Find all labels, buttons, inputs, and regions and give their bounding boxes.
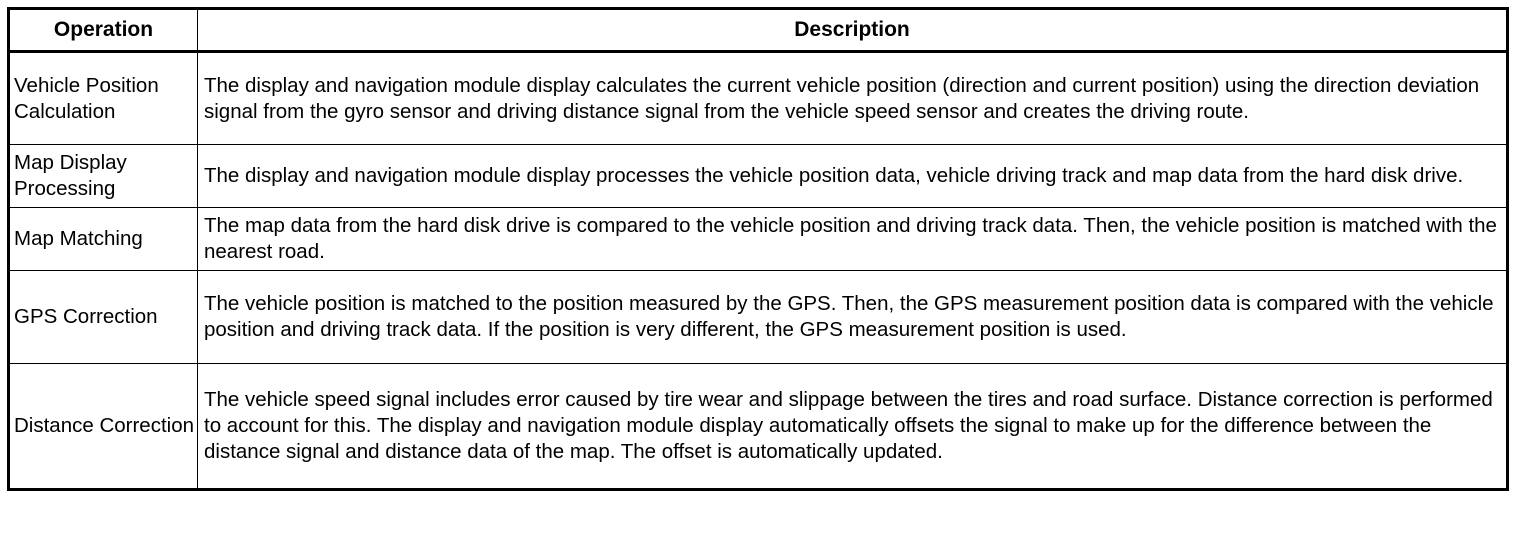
table-header-row (9, 9, 1508, 52)
operation-cell: Map Matching (9, 208, 198, 271)
table-row (9, 52, 1508, 145)
table-row (9, 145, 1508, 208)
operation-cell: Distance Correction (9, 364, 198, 490)
description-cell: The map data from the hard disk drive is compared to the vehicle position and driving track data. Then, the vehicle position is matched with the nearest road. (198, 208, 1508, 271)
description-cell: The vehicle speed signal includes error caused by tire wear and slippage between the tires and road surface. Distance correction is performed to account for this. The display and navigation module display automatically offsets the signal to make up for the difference between the distance signal and distance data of the map. The offset is automatically updated. (198, 364, 1508, 490)
description-cell: The vehicle position is matched to the position measured by the GPS. Then, the GPS measurement position data is compared with the vehicle position and driving track data. If the position is very different, the GPS measurement position is used. (198, 271, 1508, 364)
column-header-operation: Operation (9, 9, 198, 52)
operation-cell: Vehicle Position Calculation (9, 52, 198, 145)
column-header-description: Description (198, 9, 1508, 52)
table-row (9, 271, 1508, 364)
description-cell: The display and navigation module display processes the vehicle position data, vehicle driving track and map data from the hard disk drive. (198, 145, 1508, 208)
table-row (9, 208, 1508, 271)
operation-cell: GPS Correction (9, 271, 198, 364)
description-cell: The display and navigation module display calculates the current vehicle position (direction and current position) using the direction deviation signal from the gyro sensor and driving distance signal from the vehicle speed sensor and creates the driving route. (198, 52, 1508, 145)
table-row (9, 364, 1508, 490)
operation-cell: Map Display Processing (9, 145, 198, 208)
operations-table (7, 7, 1509, 491)
